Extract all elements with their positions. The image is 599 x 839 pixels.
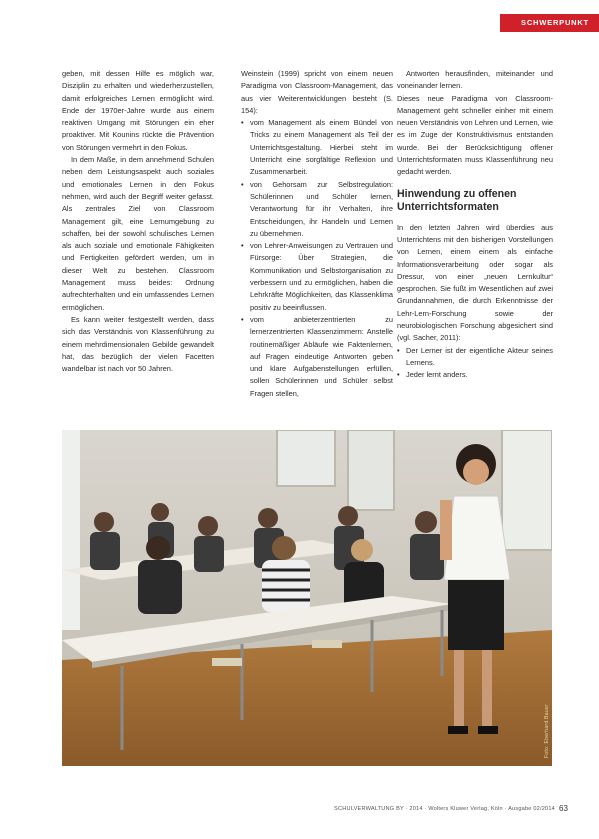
paragraph: In den letzten Jahren wird überdies aus Unterrichtens mit den bisherigen Vorstellungen von Lernen, einem einem als einfache Informationsverarbeitung oder sogar als Dressur, von einer „neuen Lernkultur“ gesprochen. Sie fußt im Wesentlichen auf zwei Grundannahmen, die durch Erkenntnisse der Lehr-Lern-Forschung sowie der neurobiologischen Forschung abgesichert sind (vgl. Sacher, 2011): [397,222,553,343]
bullet-list [241,117,393,400]
bullet-list [397,345,553,382]
list-item: • vom Management als einem Bündel von Tricks zu einem Management als Teil der Unterrichtsgestaltung. Hierbei steht im Unterricht eine sorgfältige Reflexion und Zusammenarbeit. [250,117,393,178]
paragraph: Dieses neue Paradigma von Classroom-Management geht schneller einher mit einem neuen Verständnis von Lehren und Lernen, wie es im Zuge der Konstruktivismus entstanden wurde. Bei der Berücksichtigung offener Unterrichtsformaten muss Klassenführung neu gedacht werden. [397,93,553,177]
page-number: 63 [559,804,568,813]
text-column-2 [241,68,393,400]
footer-citation: SCHULVERWALTUNG BY · 2014 · Wolters Kluwer Verlag, Köln · Ausgabe 02/2014 [334,806,555,812]
classroom-illustration [62,430,552,766]
paragraph: Antworten herausfinden, miteinander und voneinander lernen. [397,69,553,91]
list-item: • vom anbieterzentrierten zu lernerzentrierten Klassenzimmern: Anstelle routinemäßiger Abläufe wie Faktenlernen, auf Fragen eindeutige Antworten geben und klare Aufgabenstellungen erfüllen, sollen Schülerinnen und Schüler selbst Fragen stellen, [250,314,393,400]
paragraph: In dem Maße, in dem annehmend Schulen neben dem Leistungsaspekt auch soziales und emotionales Lernen in den Fokus nehmen, wird auch der Begriff weiter gefasst. Als zentrales Ziel von Classroom Management gilt, eine Lernumgebung zu schaffen, bei der sowohl schulisches Lernen als auch soziale und emotionale Fähigkeiten und Fertigkeiten gefördert werden, um in dieser Welt zu bestehen. Classroom Management muss beides: Ordnung aufrechterhalten und ein umfassendes Lernen ermöglichen. [62,155,214,312]
list-item: • von Lehrer-Anweisungen zu Vertrauen und Fürsorge: Über Strategien, die Kommunikation und Selbstorganisation zu verbessern und zu ermöglichen, haben die Lehrkräfte Möglichkeiten, das Klassenklima positiv zu beeinflussen. [250,240,393,314]
list-item: • Jeder lernt anders. [406,369,553,381]
section-header-bar [500,14,599,32]
photo-credit: Foto: Eberhard Bauer [544,703,550,758]
paragraph: Es kann weiter festgestellt werden, dass sich das Verständnis von Klassenführung zu einem mehrdimensionalen Gebilde gewandelt hat, das bezüglich der vielen Facetten wandelbar ist nach vor 50 Jahren. [62,314,214,374]
classroom-photo [62,430,552,766]
list-item: • Der Lerner ist der eigentliche Akteur seines Lernens. [406,345,553,370]
paragraph: geben, mit dessen Hilfe es möglich war, Disziplin zu erhalten und wiederherzustellen, damit erfolgreiches Lernen ermöglicht wird. Ende der 1970er-Jahre wurde aus einem reaktiven Umgang mit Störungen ein eher proaktiver. Mit Kounins rückte die Prävention von Störungen vermehrt in den Fokus. [62,69,214,152]
list-item: • von Gehorsam zur Selbstregulation: Schülerinnen und Schüler lernen, Verantwortung für ihr Verhalten, ihre Entscheidungen, ihr Handeln und Lernen zu übernehmen. [250,179,393,240]
section-heading: Hinwendung zu offenen Unterrichtsformaten [397,187,517,213]
text-column-1 [62,68,214,375]
paragraph: Weinstein (1999) spricht von einem neuen Paradigma von Classroom-Management, das aus vier Weiterentwicklungen besteht (S. 154): [241,69,393,115]
section-label: SCHWERPUNKT [521,18,589,27]
text-column-3 [397,68,553,382]
